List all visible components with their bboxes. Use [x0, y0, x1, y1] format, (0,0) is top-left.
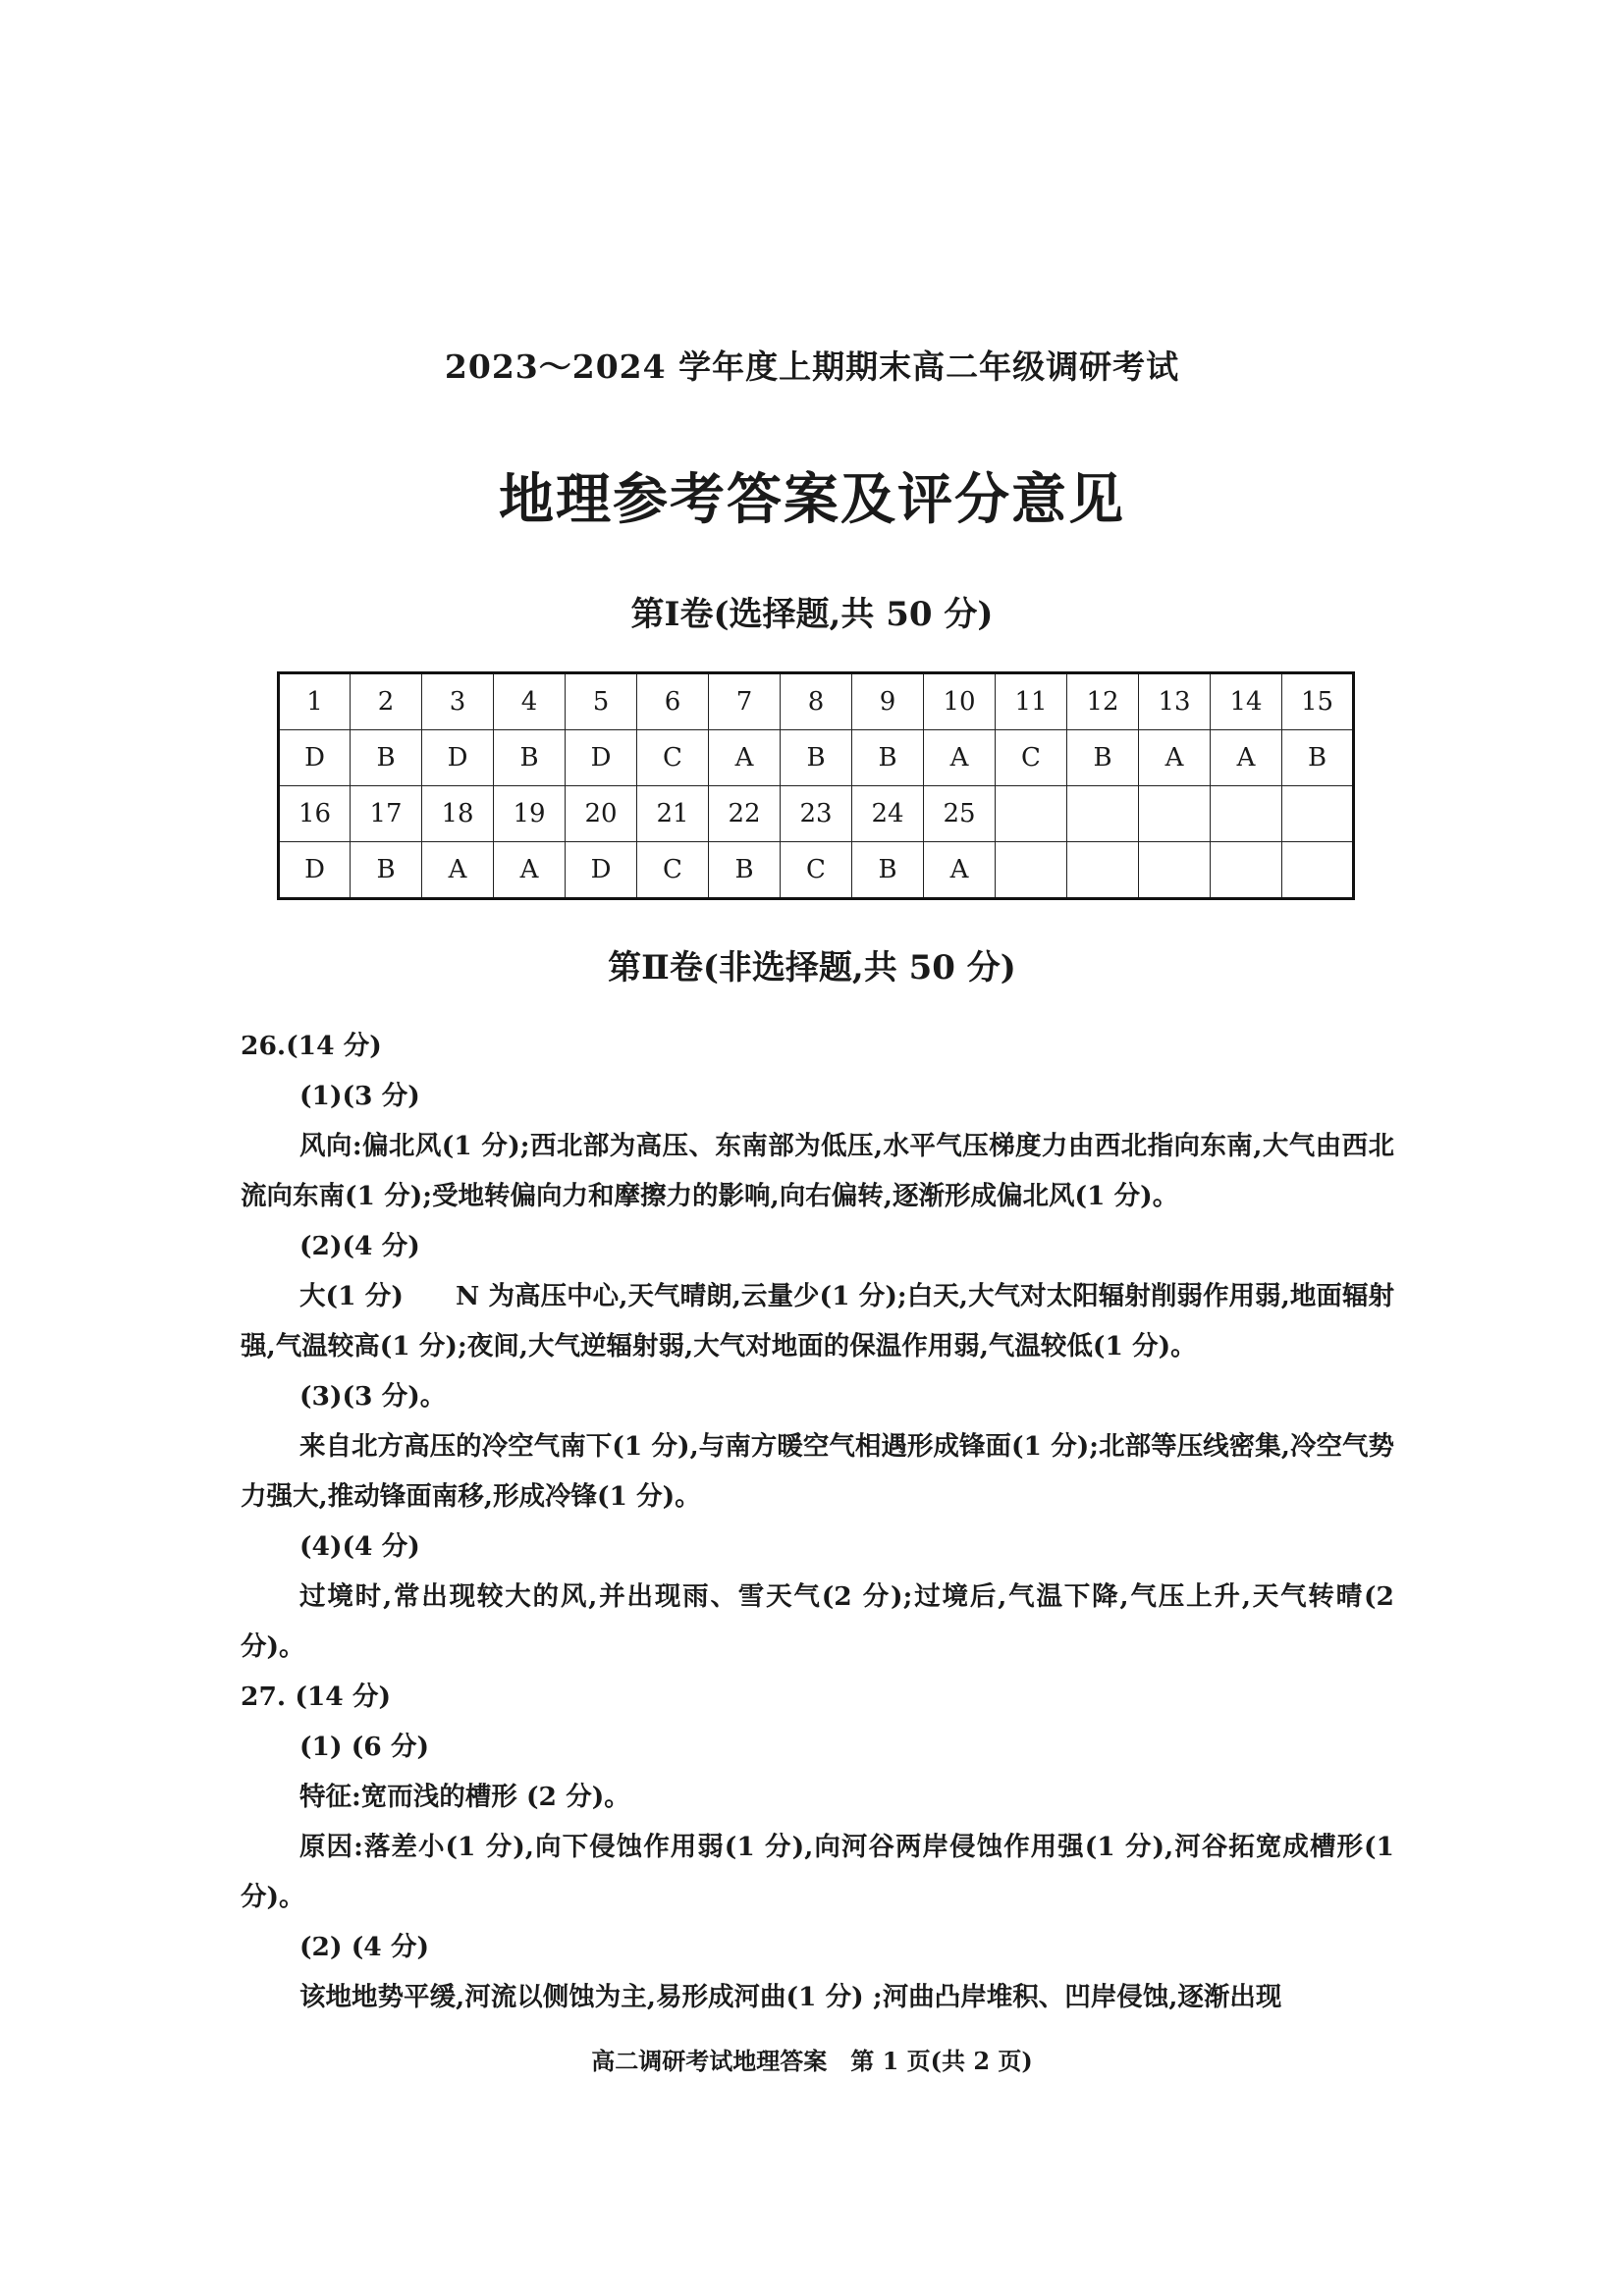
question-number-cell: [1139, 786, 1211, 842]
q26-part4-heading: (4)(4 分): [299, 1531, 420, 1562]
question-number-cell: 23: [781, 786, 852, 842]
answer-content: [241, 1021, 1394, 2022]
answer-cell: B: [351, 842, 422, 899]
question-number-cell: 14: [1211, 673, 1282, 730]
page-footer: 高二调研考试地理答案 第 1 页(共 2 页): [591, 2047, 1033, 2075]
answer-table-row: [279, 730, 1354, 786]
answer-cell: [1067, 842, 1139, 899]
answer-cell: B: [494, 730, 566, 786]
answer-cell: C: [996, 730, 1067, 786]
question-number-cell: 19: [494, 786, 566, 842]
answer-table-row: [279, 786, 1354, 842]
q26-part4-text: 过境时,常出现较大的风,并出现雨、雪天气(2 分);过境后,气温下降,气压上升,天气转晴(2 分)。: [241, 1581, 1394, 1662]
answer-cell: A: [924, 842, 996, 899]
question-number-cell: 6: [637, 673, 709, 730]
question-number-cell: [1211, 786, 1282, 842]
exam-title: 2023～2024 学年度上期期末高二年级调研考试: [444, 347, 1180, 386]
question-number-cell: 20: [566, 786, 637, 842]
answer-cell: A: [1139, 730, 1211, 786]
answer-table-row: [279, 673, 1354, 730]
question-number-cell: [1067, 786, 1139, 842]
answer-cell: C: [781, 842, 852, 899]
question-number-cell: 7: [709, 673, 781, 730]
answer-cell: A: [924, 730, 996, 786]
answer-cell: D: [566, 842, 637, 899]
q27-part1-feature: 特征:宽而浅的槽形 (2 分)。: [299, 1782, 630, 1812]
question-number-cell: 18: [422, 786, 494, 842]
answer-cell: A: [422, 842, 494, 899]
q27-heading: 27. (14 分): [241, 1682, 392, 1712]
question-number-cell: 1: [279, 673, 351, 730]
main-title: 地理参考答案及评分意见: [499, 467, 1125, 532]
answer-cell: [1211, 842, 1282, 899]
answer-cell: D: [566, 730, 637, 786]
answer-cell: B: [852, 842, 924, 899]
question-number-cell: 24: [852, 786, 924, 842]
question-number-cell: 17: [351, 786, 422, 842]
q27-part1-heading: (1) (6 分): [299, 1732, 429, 1762]
question-number-cell: 22: [709, 786, 781, 842]
section2-title: 第Ⅱ卷(非选择题,共 50 分): [608, 948, 1016, 988]
question-number-cell: 2: [351, 673, 422, 730]
q26-heading: 26.(14 分): [241, 1031, 382, 1061]
q26-part1-text: 风向:偏北风(1 分);西北部为高压、东南部为低压,水平气压梯度力由西北指向东南,大气由西北流向东南(1 分);受地转偏向力和摩擦力的影响,向右偏转,逐渐形成偏北风(1 分)。: [241, 1131, 1394, 1211]
answer-cell: [1139, 842, 1211, 899]
question-number-cell: 11: [996, 673, 1067, 730]
q26-part3-heading: (3)(3 分)。: [299, 1381, 447, 1412]
answer-cell: C: [637, 842, 709, 899]
answer-cell: B: [1067, 730, 1139, 786]
q27-part1-reason: 原因:落差小(1 分),向下侵蚀作用弱(1 分),向河谷两岸侵蚀作用强(1 分),河谷拓宽成槽形(1 分)。: [241, 1832, 1394, 1912]
q26-part2-text: 大(1 分) N 为高压中心,天气晴朗,云量少(1 分);白天,大气对太阳辐射削弱作用弱,地面辐射强,气温较高(1 分);夜间,大气逆辐射弱,大气对地面的保温作用弱,气温较低(1 分)。: [241, 1281, 1394, 1362]
section1-title: 第Ⅰ卷(选择题,共 50 分): [630, 595, 994, 634]
answer-cell: C: [637, 730, 709, 786]
answer-cell: B: [709, 842, 781, 899]
question-number-cell: 5: [566, 673, 637, 730]
question-number-cell: 8: [781, 673, 852, 730]
question-number-cell: 21: [637, 786, 709, 842]
answer-cell: A: [709, 730, 781, 786]
answer-cell: B: [781, 730, 852, 786]
answer-cell: [1282, 842, 1354, 899]
answer-cell: A: [1211, 730, 1282, 786]
q27-part2-heading: (2) (4 分): [299, 1932, 429, 1962]
answer-cell: B: [1282, 730, 1354, 786]
question-number-cell: 4: [494, 673, 566, 730]
answer-cell: D: [279, 842, 351, 899]
q26-part1-heading: (1)(3 分): [299, 1081, 420, 1111]
answer-table: [277, 671, 1355, 900]
q26-part2-heading: (2)(4 分): [299, 1231, 420, 1261]
question-number-cell: 15: [1282, 673, 1354, 730]
question-number-cell: 3: [422, 673, 494, 730]
answer-cell: B: [852, 730, 924, 786]
question-number-cell: 16: [279, 786, 351, 842]
answer-cell: A: [494, 842, 566, 899]
question-number-cell: 9: [852, 673, 924, 730]
answer-table-row: [279, 842, 1354, 899]
question-number-cell: [1282, 786, 1354, 842]
question-number-cell: 13: [1139, 673, 1211, 730]
q26-part3-text: 来自北方高压的冷空气南下(1 分),与南方暖空气相遇形成锋面(1 分);北部等压线密集,冷空气势力强大,推动锋面南移,形成冷锋(1 分)。: [241, 1431, 1394, 1512]
q27-part2-text: 该地地势平缓,河流以侧蚀为主,易形成河曲(1 分) ;河曲凸岸堆积、凹岸侵蚀,逐渐出现: [299, 1982, 1282, 2012]
question-number-cell: [996, 786, 1067, 842]
answer-cell: D: [422, 730, 494, 786]
question-number-cell: 12: [1067, 673, 1139, 730]
answer-cell: B: [351, 730, 422, 786]
answer-cell: D: [279, 730, 351, 786]
answer-cell: [996, 842, 1067, 899]
question-number-cell: 10: [924, 673, 996, 730]
question-number-cell: 25: [924, 786, 996, 842]
